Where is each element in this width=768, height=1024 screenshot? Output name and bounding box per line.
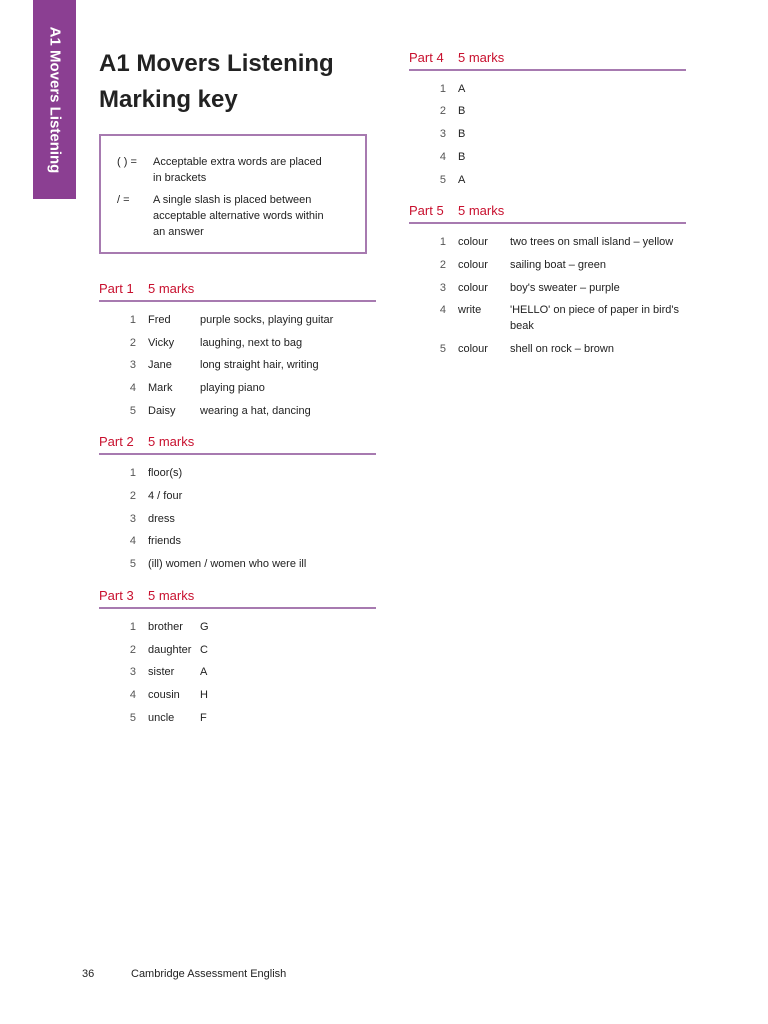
row-answer: two trees on small island – yellow	[510, 236, 674, 248]
row-answer: B	[458, 128, 466, 140]
page-title	[99, 46, 379, 118]
part-1-rule	[99, 300, 376, 302]
row-answer: dress	[148, 513, 175, 525]
row-number: 1	[129, 621, 136, 633]
row-action: colour	[458, 259, 488, 271]
part-3-rule	[99, 607, 376, 609]
side-tab-label: A1 Movers Listening	[46, 26, 63, 174]
row-action: colour	[458, 236, 488, 248]
part-4-rule	[409, 69, 686, 71]
part-marks: 5 marks	[148, 281, 195, 296]
row-answer: boy's sweater – purple	[510, 282, 620, 294]
row-action: colour	[458, 343, 488, 355]
row-relative: sister	[148, 666, 175, 678]
row-name: Daisy	[148, 405, 176, 417]
part-label: Part 3	[99, 588, 134, 603]
row-number: 1	[439, 83, 446, 95]
row-number: 3	[129, 513, 136, 525]
page-title-line-1: A1 Movers Listening	[99, 50, 334, 77]
part-marks: 5 marks	[148, 434, 195, 449]
row-number: 3	[129, 359, 136, 371]
row-answer: A	[458, 174, 466, 186]
part-label: Part 2	[99, 434, 134, 449]
part-marks: 5 marks	[148, 588, 195, 603]
row-letter: F	[200, 712, 207, 724]
part-marks: 5 marks	[458, 50, 505, 65]
legend-text: A single slash is placed between acceptable alternative words within an answer	[153, 194, 324, 238]
row-number: 2	[129, 490, 136, 502]
row-number: 5	[129, 712, 136, 724]
row-answer: laughing, next to bag	[200, 337, 303, 349]
row-answer: shell on rock – brown	[510, 343, 614, 355]
part-label: Part 1	[99, 281, 134, 296]
row-relative: brother	[148, 621, 183, 633]
part-marks: 5 marks	[458, 203, 505, 218]
row-letter: A	[200, 666, 208, 678]
row-number: 5	[439, 174, 446, 186]
row-number: 4	[129, 535, 136, 547]
row-number: 4	[439, 304, 446, 316]
legend-text: Acceptable extra words are placed in brackets	[153, 156, 322, 184]
row-number: 5	[129, 405, 136, 417]
row-number: 3	[439, 282, 446, 294]
row-answer: sailing boat – green	[510, 259, 607, 271]
row-number: 4	[129, 689, 136, 701]
part-2-rule	[99, 453, 376, 455]
row-answer: 'HELLO' on piece of paper in bird's beak	[510, 304, 679, 332]
part-label: Part 4	[409, 50, 444, 65]
row-number: 1	[129, 314, 136, 326]
page-number: 36	[82, 968, 95, 980]
row-name: Jane	[148, 359, 172, 371]
row-number: 2	[439, 105, 446, 117]
row-answer: A	[458, 83, 466, 95]
row-relative: cousin	[148, 689, 180, 701]
row-number: 2	[129, 337, 136, 349]
row-number: 1	[439, 236, 446, 248]
part-5-rule	[409, 222, 686, 224]
row-action: write	[458, 304, 482, 316]
row-number: 2	[129, 644, 136, 656]
legend-symbol: / =	[117, 194, 130, 206]
row-number: 5	[439, 343, 446, 355]
row-answer: floor(s)	[148, 467, 183, 479]
row-name: Vicky	[148, 337, 175, 349]
row-answer: B	[458, 105, 466, 117]
row-number: 2	[439, 259, 446, 271]
row-answer: wearing a hat, dancing	[200, 405, 311, 417]
part-label: Part 5	[409, 203, 444, 218]
publisher-name: Cambridge Assessment English	[131, 968, 287, 980]
row-number: 3	[129, 666, 136, 678]
row-letter: C	[200, 644, 208, 656]
row-letter: G	[200, 621, 209, 633]
legend-symbol: ( ) =	[117, 156, 137, 168]
row-letter: H	[200, 689, 208, 701]
row-answer: playing piano	[200, 382, 265, 394]
row-number: 3	[439, 128, 446, 140]
row-name: Fred	[148, 314, 171, 326]
page-title-line-2: Marking key	[99, 86, 238, 113]
row-number: 4	[129, 382, 136, 394]
legend-box	[99, 134, 367, 254]
row-number: 4	[439, 151, 446, 163]
row-name: Mark	[148, 382, 173, 394]
row-answer: long straight hair, writing	[200, 359, 319, 371]
row-answer: purple socks, playing guitar	[200, 314, 334, 326]
row-action: colour	[458, 282, 488, 294]
row-relative: uncle	[148, 712, 175, 724]
row-relative: daughter	[148, 644, 192, 656]
row-number: 1	[129, 467, 136, 479]
side-tab	[33, 0, 76, 199]
row-answer: (ill) women / women who were ill	[148, 558, 307, 570]
row-number: 5	[129, 558, 136, 570]
row-answer: B	[458, 151, 466, 163]
row-answer: 4 / four	[148, 490, 183, 502]
row-answer: friends	[148, 535, 182, 547]
